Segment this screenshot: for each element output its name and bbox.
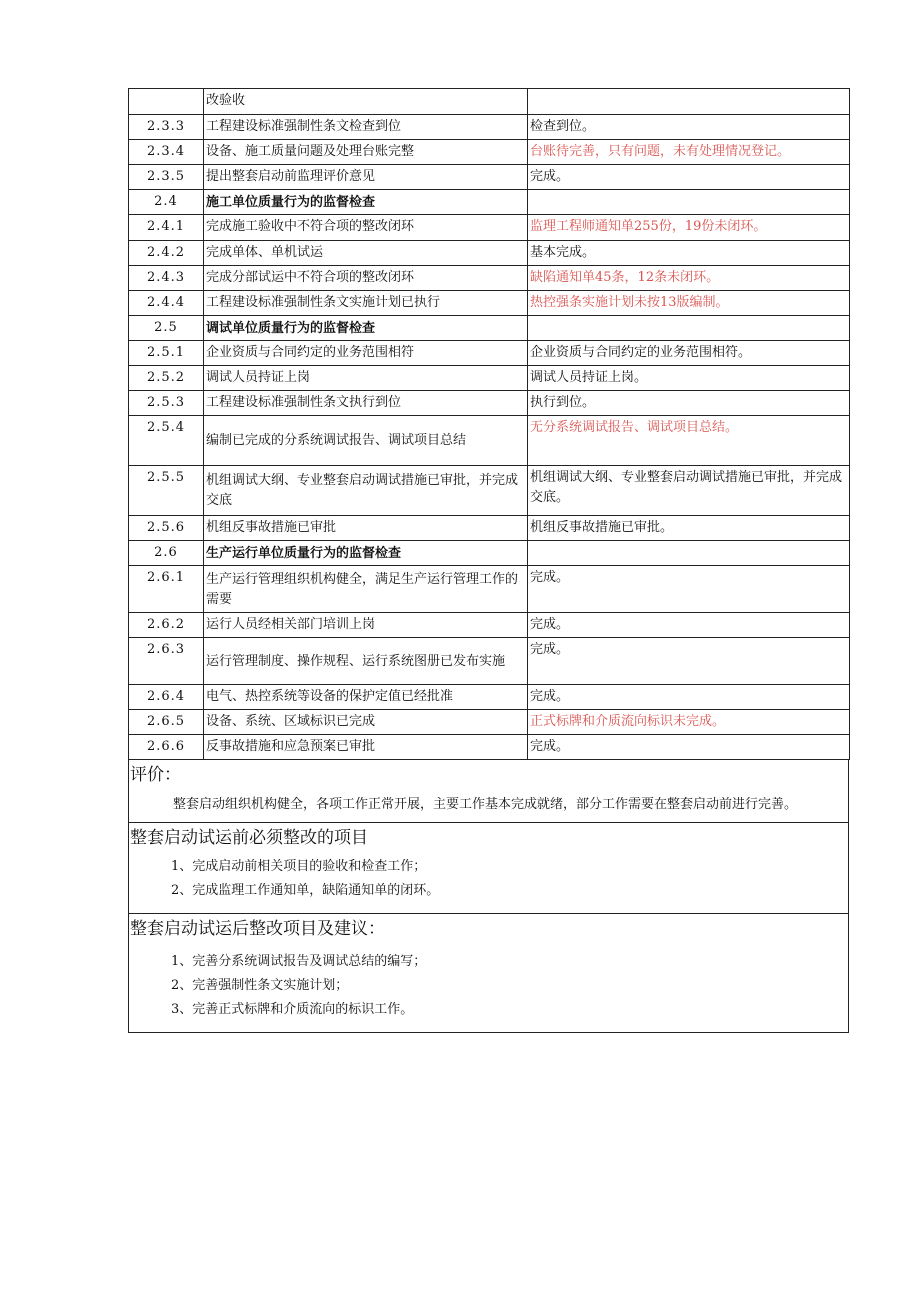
table-row	[129, 89, 850, 115]
item-number: 2.6	[129, 541, 204, 566]
check-result: 基本完成。	[528, 241, 850, 266]
check-item: 完成分部试运中不符合项的整改闭环	[204, 266, 528, 291]
check-result	[528, 541, 850, 566]
check-item: 电气、热控系统等设备的保护定值已经批准	[204, 685, 528, 710]
table-row	[129, 685, 850, 710]
list-item: 2、完善强制性条文实施计划；	[171, 978, 349, 993]
check-item: 工程建设标准强制性条文实施计划已执行	[204, 291, 528, 316]
item-number: 2.5.3	[129, 391, 204, 416]
item-number: 2.5.1	[129, 341, 204, 366]
check-result: 完成。	[528, 566, 850, 613]
check-result: 完成。	[528, 735, 850, 760]
item-number: 2.6.6	[129, 735, 204, 760]
check-result: 完成。	[528, 685, 850, 710]
list-item: 1、完善分系统调试报告及调试总结的编写；	[171, 954, 427, 969]
check-result: 正式标牌和介质流向标识未完成。	[528, 710, 850, 735]
item-number: 2.5.2	[129, 366, 204, 391]
check-item: 设备、施工质量问题及处理台账完整	[204, 140, 528, 165]
table-row	[129, 115, 850, 140]
must-fix-list	[129, 849, 848, 913]
table-row	[129, 710, 850, 735]
check-item: 运行管理制度、操作规程、运行系统图册已发布实施	[204, 638, 528, 685]
item-number	[129, 89, 204, 115]
item-number: 2.6.5	[129, 710, 204, 735]
table-body	[129, 89, 850, 760]
section-title: 生产运行单位质量行为的监督检查	[204, 541, 528, 566]
item-number: 2.4.1	[129, 215, 204, 241]
check-result: 完成。	[528, 165, 850, 190]
table-row	[129, 341, 850, 366]
check-result	[528, 316, 850, 341]
check-item: 设备、系统、区域标识已完成	[204, 710, 528, 735]
inspection-document	[128, 88, 849, 1033]
check-item: 调试人员持证上岗	[204, 366, 528, 391]
check-result: 无分系统调试报告、调试项目总结。	[528, 416, 850, 466]
evaluation-heading: 评价：	[130, 765, 181, 785]
table-row	[129, 416, 850, 466]
after-fix-heading: 整套启动试运后整改项目及建议：	[130, 919, 385, 939]
check-item: 完成施工验收中不符合项的整改闭环	[204, 215, 528, 241]
check-item: 企业资质与合同约定的业务范围相符	[204, 341, 528, 366]
item-number: 2.4.2	[129, 241, 204, 266]
table-row	[129, 466, 850, 516]
check-result: 调试人员持证上岗。	[528, 366, 850, 391]
check-result: 机组反事故措施已审批。	[528, 516, 850, 541]
check-result: 机组调试大纲、专业整套启动调试措施已审批，并完成交底。	[528, 466, 850, 516]
evaluation-section	[128, 760, 849, 1033]
after-fix-list	[129, 940, 848, 1032]
check-item: 编制已完成的分系统调试报告、调试项目总结	[204, 416, 528, 466]
item-number: 2.5.5	[129, 466, 204, 516]
check-item: 运行人员经相关部门培训上岗	[204, 613, 528, 638]
check-item: 工程建设标准强制性条文检查到位	[204, 115, 528, 140]
check-result	[528, 190, 850, 215]
must-fix-heading: 整套启动试运前必须整改的项目	[130, 828, 368, 848]
check-item: 反事故措施和应急预案已审批	[204, 735, 528, 760]
section-row	[129, 316, 850, 341]
table-row	[129, 215, 850, 241]
section-row	[129, 541, 850, 566]
table-row	[129, 391, 850, 416]
check-result: 监理工程师通知单255份，19份未闭环。	[528, 215, 850, 241]
table-row	[129, 165, 850, 190]
section-row	[129, 190, 850, 215]
check-result: 热控强条实施计划未按13版编制。	[528, 291, 850, 316]
check-result: 完成。	[528, 613, 850, 638]
item-number: 2.5.6	[129, 516, 204, 541]
item-number: 2.3.5	[129, 165, 204, 190]
list-item: 3、完善正式标牌和介质流向的标识工作。	[171, 1002, 414, 1017]
table-row	[129, 241, 850, 266]
item-number: 2.3.4	[129, 140, 204, 165]
item-number: 2.3.3	[129, 115, 204, 140]
section-title: 施工单位质量行为的监督检查	[204, 190, 528, 215]
check-result: 台账待完善，只有问题，未有处理情况登记。	[528, 140, 850, 165]
check-item: 机组反事故措施已审批	[204, 516, 528, 541]
check-item: 机组调试大纲、专业整套启动调试措施已审批，并完成交底	[204, 466, 528, 516]
item-number: 2.6.1	[129, 566, 204, 613]
item-number: 2.4.4	[129, 291, 204, 316]
table-row	[129, 366, 850, 391]
table-row	[129, 516, 850, 541]
section-title: 调试单位质量行为的监督检查	[204, 316, 528, 341]
check-result	[528, 89, 850, 115]
item-number: 2.6.4	[129, 685, 204, 710]
check-item: 改验收	[204, 89, 528, 115]
item-number: 2.4.3	[129, 266, 204, 291]
list-item: 1、完成启动前相关项目的验收和检查工作；	[171, 859, 427, 874]
table-row	[129, 291, 850, 316]
check-result: 检查到位。	[528, 115, 850, 140]
item-number: 2.5	[129, 316, 204, 341]
item-number: 2.4	[129, 190, 204, 215]
check-result: 企业资质与合同约定的业务范围相符。	[528, 341, 850, 366]
check-result: 执行到位。	[528, 391, 850, 416]
item-number: 2.6.2	[129, 613, 204, 638]
evaluation-text: 整套启动组织机构健全，各项工作正常开展，主要工作基本完成就绪，部分工作需要在整套启动前进行完善。	[173, 797, 798, 812]
item-number: 2.5.4	[129, 416, 204, 466]
check-result: 缺陷通知单45条，12条未闭环。	[528, 266, 850, 291]
check-item: 提出整套启动前监理评价意见	[204, 165, 528, 190]
check-item: 完成单体、单机试运	[204, 241, 528, 266]
item-number: 2.6.3	[129, 638, 204, 685]
inspection-table	[128, 88, 850, 760]
table-row	[129, 140, 850, 165]
table-row	[129, 266, 850, 291]
check-item: 工程建设标准强制性条文执行到位	[204, 391, 528, 416]
list-item: 2、完成监理工作通知单，缺陷通知单的闭环。	[171, 883, 440, 898]
check-item: 生产运行管理组织机构健全，满足生产运行管理工作的需要	[204, 566, 528, 613]
table-row	[129, 638, 850, 685]
table-row	[129, 613, 850, 638]
check-result: 完成。	[528, 638, 850, 685]
table-row	[129, 735, 850, 760]
table-row	[129, 566, 850, 613]
